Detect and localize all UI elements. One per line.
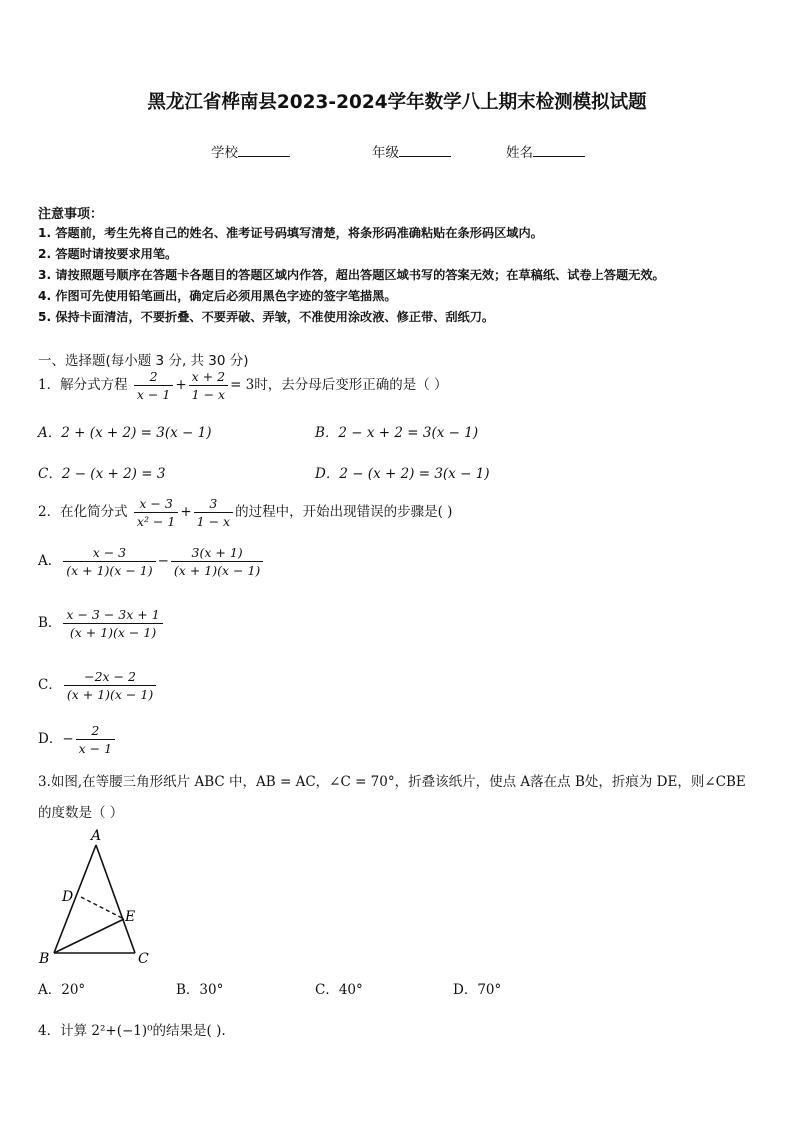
label-a: A [91, 828, 102, 844]
question-1: 1．解分式方程 $\frac{2}{x - 1}$ + $\frac{x + 2}{1 - x}$ = 3时，去分母后变形正确的是（ ） [38, 369, 448, 402]
q1-option-a[interactable]: A．2 + (x + 2) = 3(x − 1) [38, 425, 212, 441]
q1-fraction-1: $\frac{2}{x - 1}$ [134, 368, 173, 403]
q2-prefix: 2．在化简分式 [38, 504, 128, 520]
notes-heading: 注意事项： [38, 207, 104, 222]
grade-label: 年级 [372, 145, 399, 161]
q2-option-a[interactable]: A． $\frac{x - 3}{(x + 1)(x - 1)}$ − $\frac{3(x + 1)}{(x + 1)(x - 1)}$ [38, 544, 265, 579]
name-field[interactable] [506, 141, 585, 161]
triangle-figure [36, 825, 156, 970]
label-c: C [138, 951, 149, 967]
grade-field[interactable] [372, 141, 451, 161]
q1-option-d[interactable]: D．2 − (x + 2) = 3(x − 1) [315, 466, 490, 482]
q1-option-b[interactable]: B．2 − x + 2 = 3(x − 1) [315, 425, 479, 441]
q2-option-b[interactable]: B． $\frac{x - 3 - 3x + 1}{(x + 1)(x - 1)}$ [38, 606, 165, 641]
question-3-line-2: 的度数是（ ） [38, 805, 124, 821]
note-item: 3. 请按照题号顺序在答题卡各题目的答题区域内作答，超出答题区域书写的答案无效；在草稿纸、试卷上答题无效。 [38, 268, 665, 282]
q2-fraction-1: $\frac{x - 3}{\text{x² − 1}}$ [134, 495, 178, 530]
q2-suffix: 的过程中，开始出现错误的步骤是( ) [235, 504, 453, 520]
note-item: 2. 答题时请按要求用笔。 [38, 247, 178, 261]
q3-option-b[interactable]: B．30° [176, 982, 224, 998]
school-field[interactable] [211, 141, 290, 161]
label-e: E [125, 909, 136, 925]
page-title: 黑龙江省桦南县2023-2024学年数学八上期末检测模拟试题 [147, 92, 647, 113]
q1-suffix: = 3时，去分母后变形正确的是（ ） [230, 377, 448, 393]
q2-option-d[interactable]: D．− $\frac{2}{x - 1}$ [38, 722, 117, 757]
side-ac [96, 845, 135, 953]
q2-option-c[interactable]: C． $\frac{-2x - 2}{(x + 1)(x - 1)}$ [38, 668, 158, 703]
label-d: D [62, 889, 74, 905]
note-item: 5. 保持卡面清洁，不要折叠、不要弄破、弄皱，不准使用涂改液、修正带、刮纸刀。 [38, 310, 495, 324]
q3-option-c[interactable]: C．40° [315, 982, 363, 998]
label-b: B [39, 951, 50, 967]
note-item: 1. 答题前，考生先将自己的姓名、准考证号码填写清楚，将条形码准确粘贴在条形码区域内。 [38, 226, 543, 240]
question-3-line-1: 3.如图,在等腰三角形纸片 ABC 中，AB = AC，∠C = 70°，折叠该纸片，使点 A落在点 B处，折痕为 DE，则∠CBE [38, 774, 746, 790]
grade-blank[interactable] [399, 144, 451, 157]
fold-line-de [81, 897, 124, 919]
q3-option-a[interactable]: A．20° [38, 982, 86, 998]
question-2: 2．在化简分式 $\frac{x - 3}{\text{x² − 1}}$ + $\frac{3}{1 - x}$ 的过程中，开始出现错误的步骤是( ) [38, 496, 453, 529]
q2-fraction-2: $\frac{3}{1 - x}$ [194, 495, 233, 530]
school-label: 学校 [211, 145, 238, 161]
q3-option-d[interactable]: D．70° [453, 982, 502, 998]
section-heading: 一、选择题(每小题 3 分, 共 30 分) [38, 353, 249, 369]
name-label: 姓名 [506, 145, 533, 161]
q1-fraction-2: $\frac{x + 2}{1 - x}$ [189, 368, 228, 403]
note-item: 4. 作图可先使用铅笔画出，确定后必须用黑色字迹的签字笔描黑。 [38, 289, 397, 303]
name-blank[interactable] [533, 144, 585, 157]
question-4: 4．计算 2²+(−1)⁰的结果是( ). [38, 1023, 226, 1039]
q1-option-c[interactable]: C．2 − (x + 2) = 3 [38, 466, 166, 482]
school-blank[interactable] [238, 144, 290, 157]
side-ab [54, 845, 96, 953]
q1-prefix: 1．解分式方程 [38, 377, 128, 393]
